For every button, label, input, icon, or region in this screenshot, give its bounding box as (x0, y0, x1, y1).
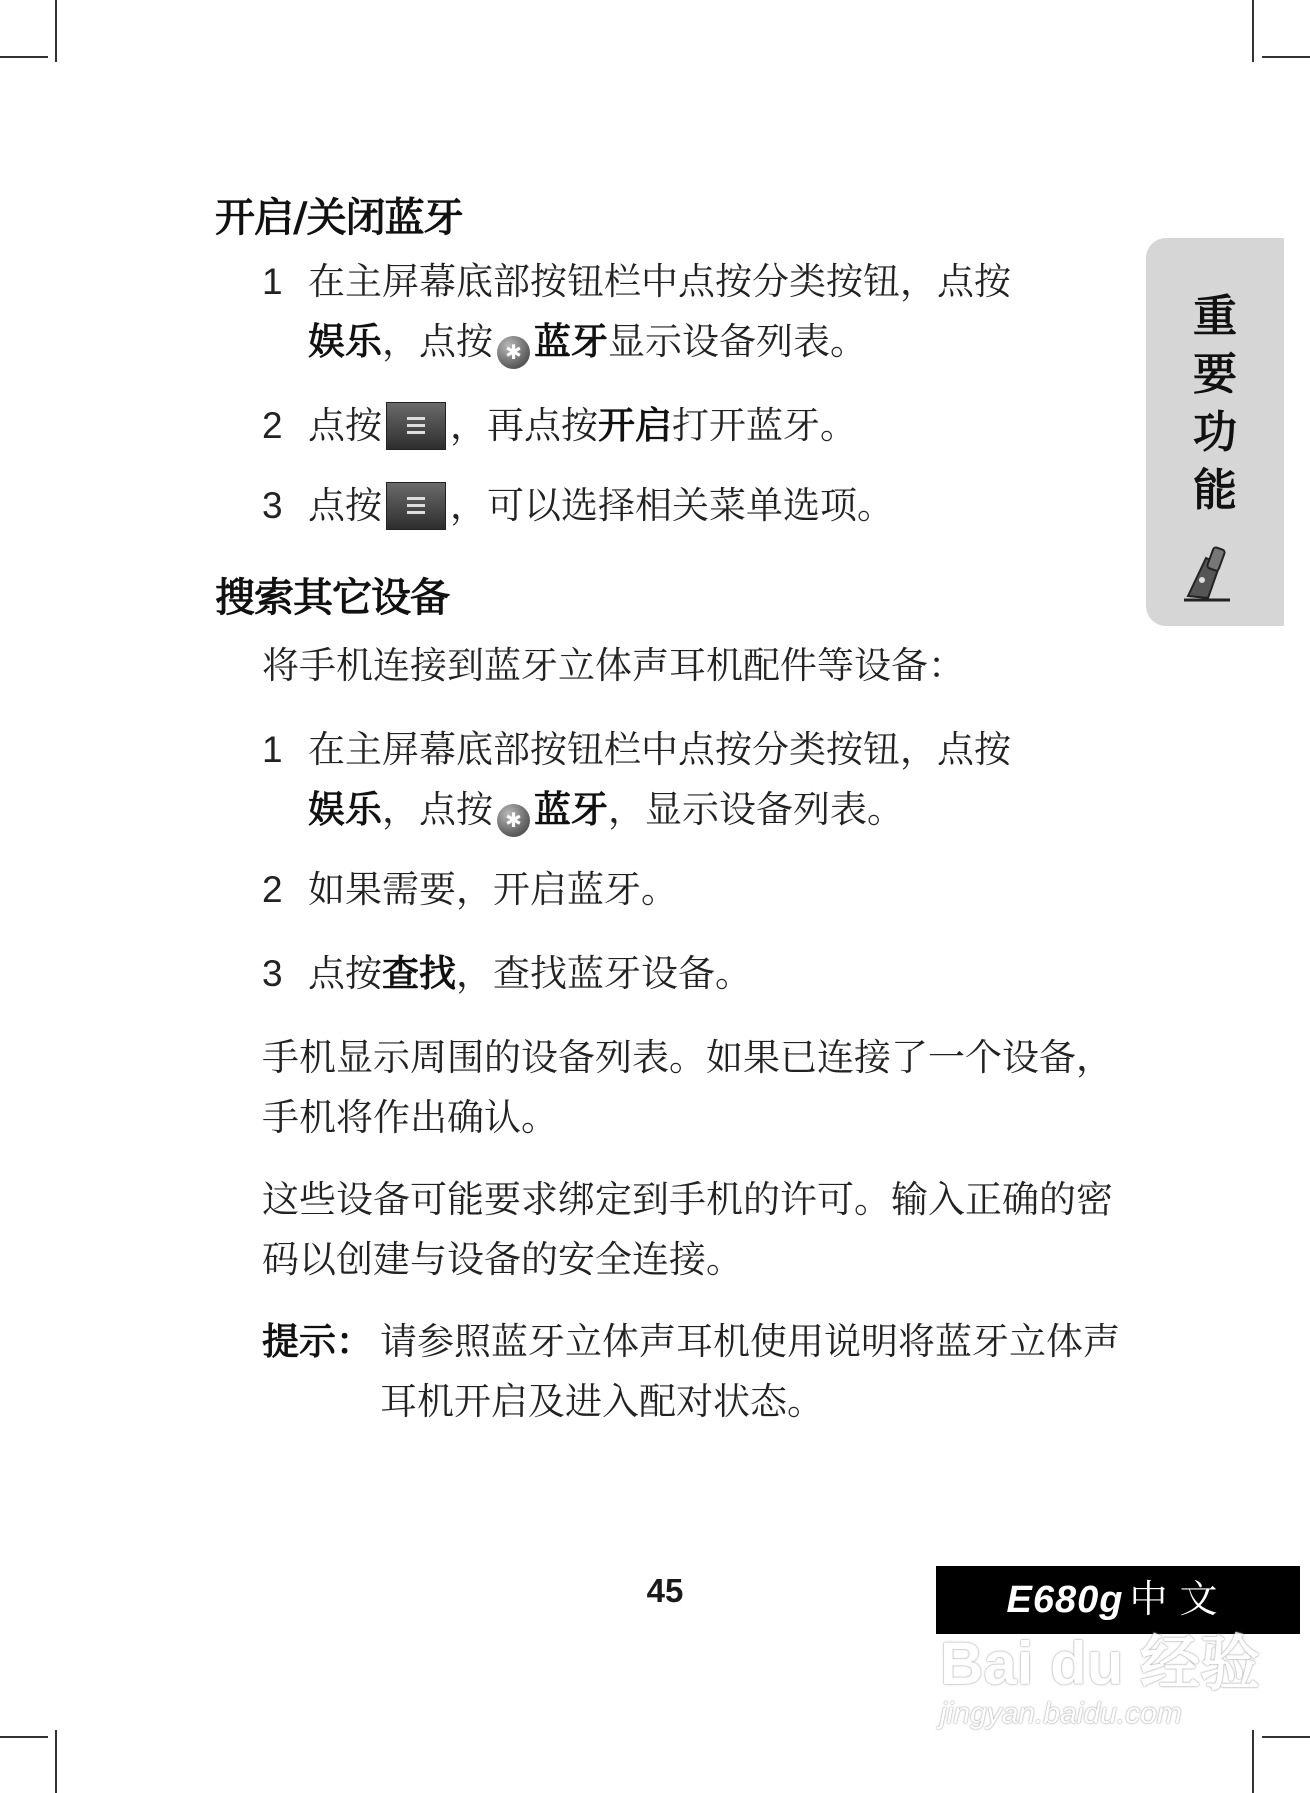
device-list-paragraph: 手机显示周围的设备列表。如果已连接了一个设备，手机将作出确认。 (262, 1036, 1113, 1139)
step-keyword: 开启 (598, 404, 672, 447)
step-keyword: 娱乐 (308, 788, 382, 831)
step-text: 在主屏幕底部按钮栏中点按分类按钮，点按 (308, 260, 1011, 303)
step-text: 在主屏幕底部按钮栏中点按分类按钮，点按 (308, 728, 1011, 771)
step-1 (262, 720, 1102, 840)
section-title-search-devices: 搜索其它设备 (215, 574, 449, 621)
crop-mark (55, 1730, 57, 1793)
section-title-bluetooth-toggle: 开启/关闭蓝牙 (215, 194, 463, 241)
watermark-url: jingyan.baidu.com (940, 1697, 1182, 1730)
step-text: 点按 (308, 484, 382, 527)
step-2 (262, 860, 1102, 920)
tip-label: 提示： (262, 1320, 373, 1363)
menu-icon (386, 402, 446, 450)
step-keyword: 蓝牙 (534, 320, 608, 363)
side-tab-label (1146, 288, 1284, 520)
step-text: 点按 (308, 952, 382, 995)
intro-text: 将手机连接到蓝牙立体声耳机配件等设备： (262, 644, 965, 687)
tip-block (262, 1312, 1142, 1432)
side-tab (1146, 238, 1284, 626)
step-text: 打开蓝牙。 (672, 404, 857, 447)
phone-icon (1176, 538, 1246, 608)
watermark-brand: Bai du 经验 (940, 1630, 1261, 1697)
step-text: ，显示设备列表。 (608, 788, 904, 831)
pairing-paragraph: 这些设备可能要求绑定到手机的许可。输入正确的密码以创建与设备的安全连接。 (262, 1178, 1113, 1281)
model-label-bar (936, 1566, 1300, 1634)
crop-mark (1252, 1730, 1254, 1793)
step-text: 点按 (308, 404, 382, 447)
crop-mark (0, 1736, 48, 1738)
side-tab-text: 重要功能 (1193, 291, 1237, 516)
crop-mark (55, 0, 57, 62)
bluetooth-icon: ✱ (497, 804, 530, 837)
step-2 (262, 396, 1102, 456)
step-text: ，查找蓝牙设备。 (456, 952, 752, 995)
model-name: E680g (1006, 1579, 1124, 1621)
step-text: 如果需要，开启蓝牙。 (308, 868, 678, 911)
step-keyword: 蓝牙 (534, 788, 608, 831)
step-text: 显示设备列表。 (608, 320, 867, 363)
page-number: 45 (646, 1572, 684, 1609)
step-keyword: 娱乐 (308, 320, 382, 363)
baidu-watermark (940, 1632, 1280, 1732)
crop-mark (1262, 56, 1310, 58)
bluetooth-icon: ✱ (497, 336, 530, 369)
crop-mark (1262, 1736, 1310, 1738)
step-number: 3 (262, 953, 283, 994)
step-3 (262, 944, 1102, 1004)
step-1 (262, 252, 1102, 372)
step-number: 1 (262, 261, 283, 302)
language-label: 中文 (1129, 1579, 1230, 1621)
step-keyword: 查找 (382, 952, 456, 995)
step-number: 3 (262, 485, 283, 526)
step-text: ，可以选择相关菜单选项。 (450, 484, 894, 527)
step-number: 1 (262, 729, 283, 770)
step-3 (262, 476, 1102, 536)
step-number: 2 (262, 869, 283, 910)
tip-text: 请参照蓝牙立体声耳机使用说明将蓝牙立体声耳机开启及进入配对状态。 (380, 1320, 1120, 1423)
step-text: ，点按 (382, 788, 493, 831)
step-text: ，再点按 (450, 404, 598, 447)
step-text: ，点按 (382, 320, 493, 363)
crop-mark (1252, 0, 1254, 62)
step-number: 2 (262, 405, 283, 446)
menu-icon (386, 482, 446, 530)
crop-mark (0, 56, 48, 58)
